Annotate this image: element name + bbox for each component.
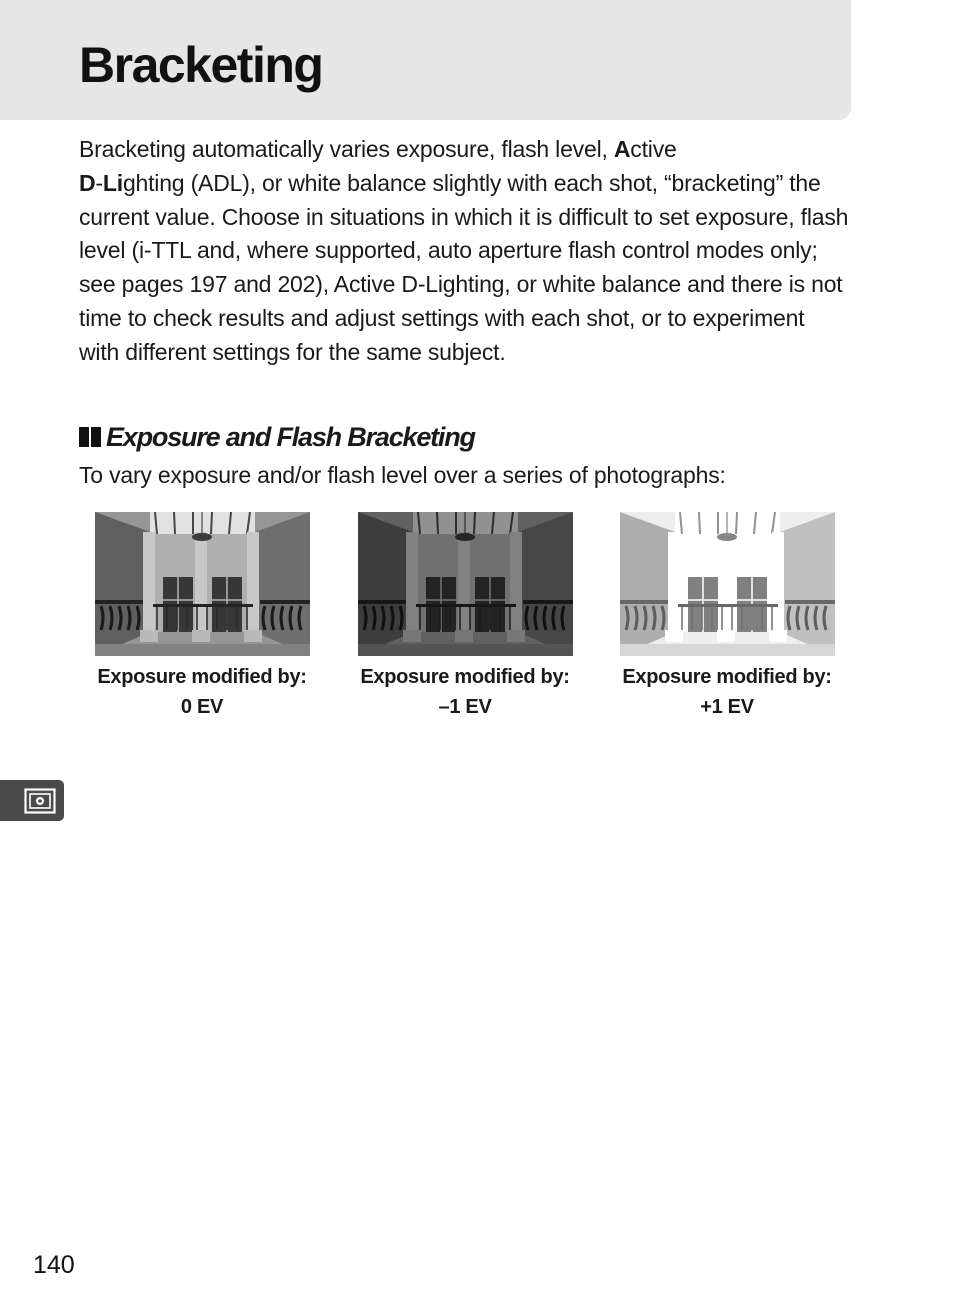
section-bullet-icon: [79, 427, 101, 447]
section-heading-text: Exposure and Flash Bracketing: [106, 422, 475, 452]
page-number: 140: [33, 1251, 75, 1279]
shooting-menu-icon: [24, 788, 56, 814]
photo-item-0ev: [71, 512, 333, 722]
intro-paragraph: [79, 133, 849, 370]
photo-caption: [71, 662, 333, 722]
hall-photo-0ev: [95, 512, 310, 656]
page-title: Bracketing: [79, 37, 323, 93]
intro-text-1: Bracketing automatically varies exposure, flash level,: [79, 136, 614, 162]
caption-line-1: Exposure modified by:: [622, 666, 832, 688]
caption-line-2: 0 EV: [180, 696, 224, 718]
photo-caption: [334, 662, 596, 722]
section-side-tab: [0, 780, 64, 821]
caption-line-2: +1 EV: [700, 696, 754, 718]
photo-item-plus1ev: [596, 512, 858, 722]
section-intro: To vary exposure and/or flash level over a series of photographs:: [79, 462, 726, 488]
intro-text-2: ctive: [630, 136, 677, 162]
caption-line-2: –1 EV: [438, 696, 492, 718]
photo-item-minus1ev: [334, 512, 596, 722]
hall-photo-plus1ev: [620, 512, 835, 656]
intro-bold-a: A: [613, 136, 631, 162]
hall-photo-minus1ev: [358, 512, 573, 656]
intro-bold-li: Li: [102, 169, 123, 196]
caption-line-1: Exposure modified by:: [97, 666, 307, 688]
intro-bold-d: D: [79, 169, 96, 196]
intro-text-3: -: [95, 169, 103, 196]
caption-line-1: Exposure modified by:: [360, 666, 570, 688]
intro-text-4: ghting (ADL), or white balance slightly with each shot, “bracketing” the current value. Choose in situations in which it is difficult to set exposure, flash level (i-TTL and, where supported, auto aperture flash control modes only; see pages 197 and 202), Active D-Lighting, or white balance and there is not time to check results and adjust settings with each shot, or to experiment with different settings for the same subject.: [79, 169, 849, 365]
section-heading: [79, 420, 475, 454]
photo-caption: [596, 662, 858, 722]
